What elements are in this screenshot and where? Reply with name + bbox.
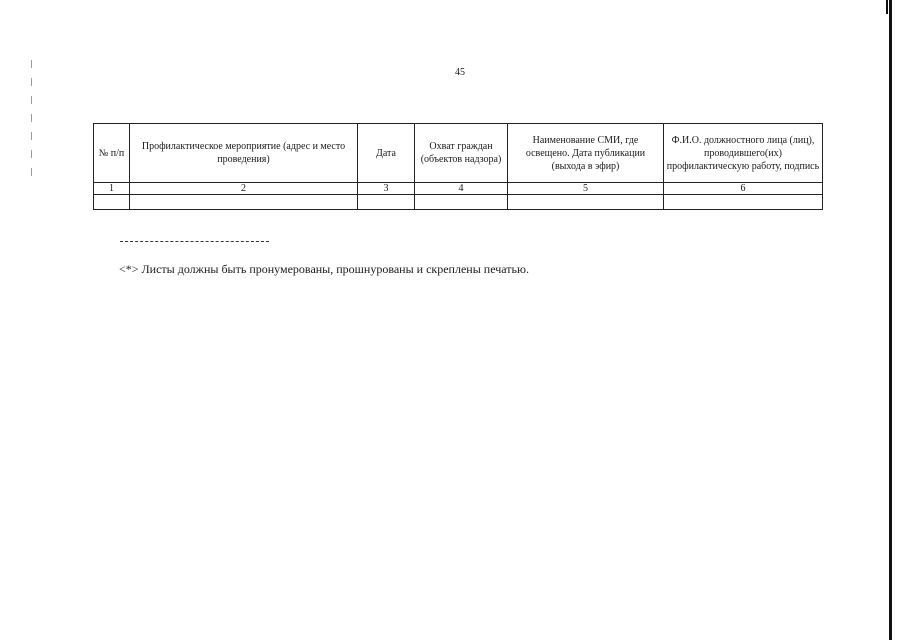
footnote-separator <box>120 241 269 242</box>
scan-edge-mark <box>886 0 888 14</box>
column-number: 5 <box>508 183 664 195</box>
header-coverage: Охват граждан (объектов надзора) <box>415 124 508 183</box>
table-row <box>94 195 823 210</box>
header-event: Профилактическое мероприятие (адрес и место проведения) <box>130 124 358 183</box>
table-cell <box>358 195 415 210</box>
table-cell <box>415 195 508 210</box>
header-number: № п/п <box>94 124 130 183</box>
header-media: Наименование СМИ, где освещено. Дата публикации (выхода в эфир) <box>508 124 664 183</box>
header-date: Дата <box>358 124 415 183</box>
table-header-row <box>94 124 823 183</box>
column-number: 3 <box>358 183 415 195</box>
column-number-row <box>94 183 823 195</box>
column-number: 4 <box>415 183 508 195</box>
column-number: 6 <box>664 183 823 195</box>
prevention-journal-table <box>93 123 823 210</box>
table-cell <box>664 195 823 210</box>
page-number: 45 <box>455 67 465 78</box>
column-number: 1 <box>94 183 130 195</box>
header-official: Ф.И.О. должностного лица (лиц), проводившего(их) профилактическую работу, подпись <box>664 124 823 183</box>
table-cell <box>508 195 664 210</box>
table-cell <box>130 195 358 210</box>
column-number: 2 <box>130 183 358 195</box>
footnote-text: <*> Листы должны быть пронумерованы, прошнурованы и скреплены печатью. <box>119 262 529 276</box>
scan-edge-line <box>889 0 892 640</box>
table-cell <box>94 195 130 210</box>
scan-binding-marks <box>31 60 32 180</box>
